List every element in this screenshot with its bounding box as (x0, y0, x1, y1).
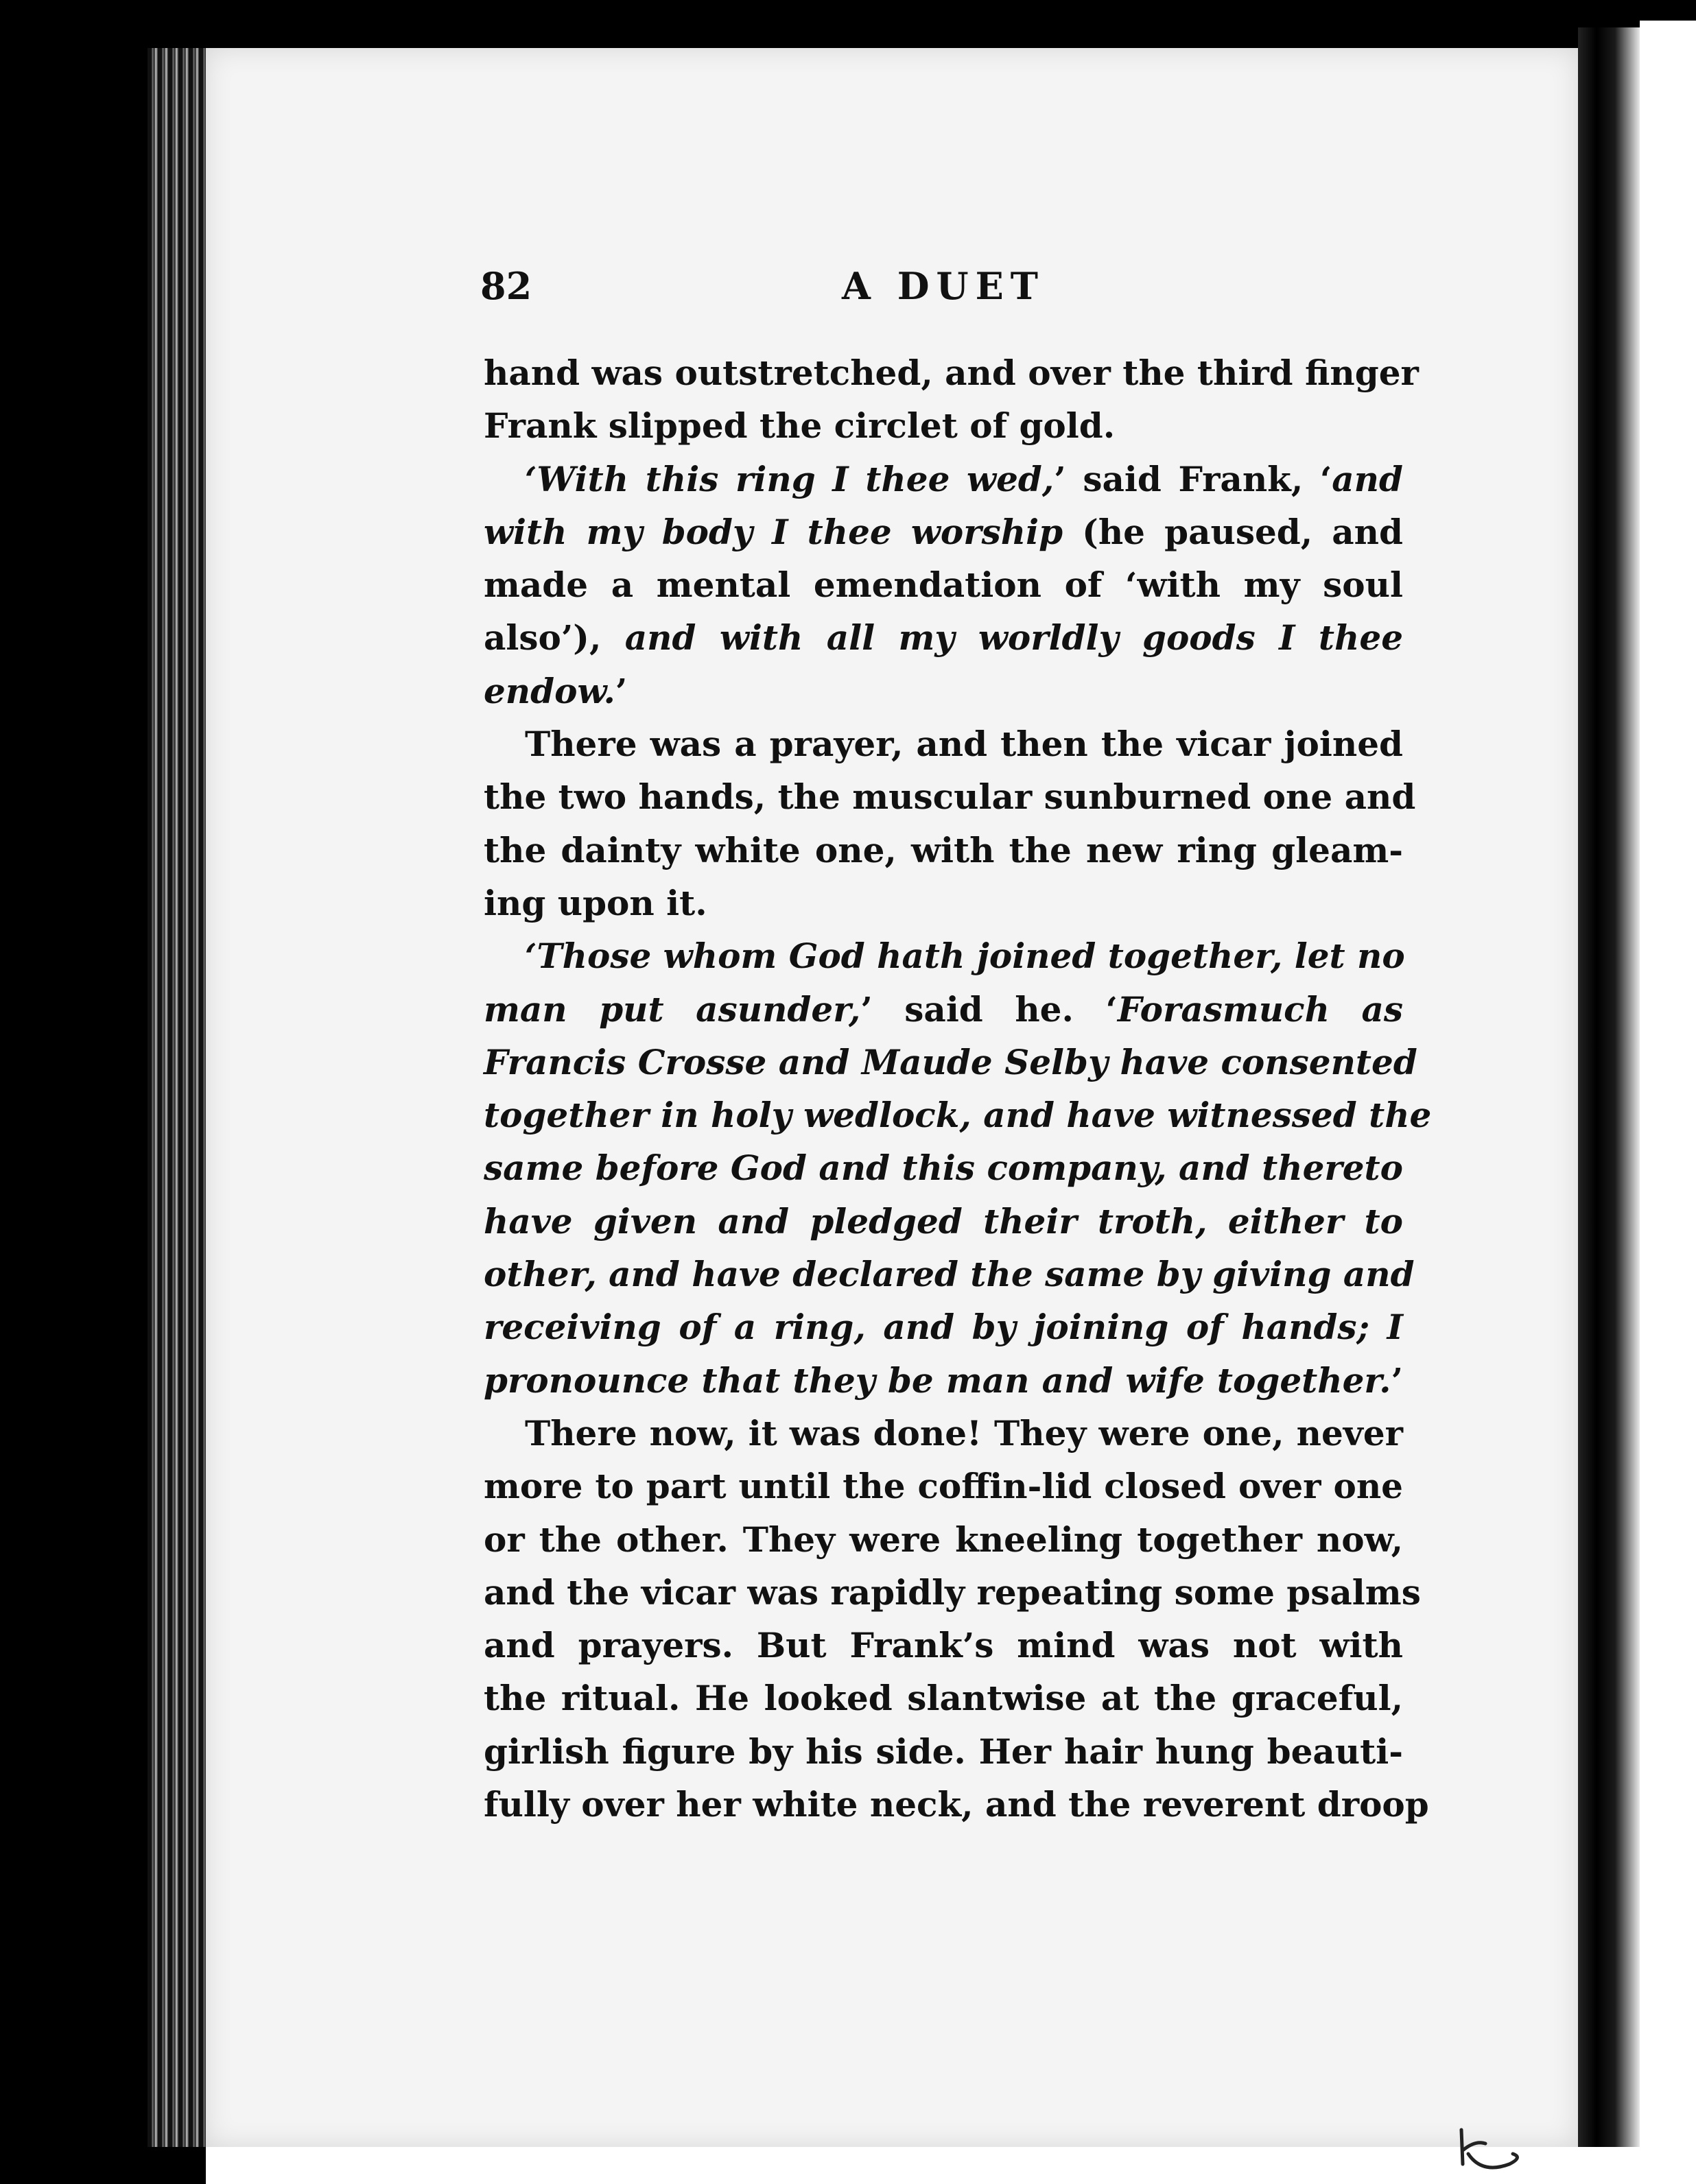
text-line (484, 929, 1403, 982)
text-line (484, 1089, 1432, 1141)
page-header (480, 264, 1406, 312)
text-segment: ’ said Frank, ‘ (1054, 458, 1332, 499)
text-line (484, 399, 1403, 452)
text-segment: ‘Those whom God hath joined together, let no (525, 936, 1405, 977)
text-segment: and the vicar was rapidly repeating some psalms (484, 1571, 1421, 1613)
text-segment: ’ (615, 670, 628, 711)
text-line (484, 877, 1403, 929)
text-segment: There now, it was done! They were one, never (525, 1412, 1403, 1453)
body-text (484, 346, 1432, 1831)
text-segment: and with all my worldly goods I thee (624, 617, 1403, 658)
text-segment: (he paused, and (1063, 511, 1403, 552)
page-edges (148, 48, 209, 2147)
text-segment: Forasmuch as (1117, 988, 1404, 1030)
text-line (484, 1619, 1403, 1672)
text-segment: There was a prayer, and then the vicar joined (525, 724, 1403, 765)
text-segment: made a mental emendation of ‘with my soul (484, 565, 1403, 606)
text-line (484, 983, 1403, 1036)
text-segment: pronounce that they be man and wife together. (484, 1360, 1391, 1401)
text-line (484, 770, 1416, 823)
text-segment: same before God and this company, and thereto (484, 1148, 1403, 1189)
text-segment: man put asunder, (484, 988, 861, 1030)
text-line (484, 1248, 1415, 1301)
text-segment: more to part until the coffin-lid closed over one (484, 1466, 1403, 1507)
text-line (484, 611, 1403, 664)
text-segment: with my body I thee worship (484, 511, 1063, 552)
text-line (484, 717, 1403, 770)
text-segment: endow. (484, 670, 615, 711)
text-line (484, 1354, 1403, 1407)
text-segment: Frank slipped the circlet of gold. (484, 405, 1116, 447)
text-line (484, 1725, 1403, 1778)
running-title: A DUET (842, 264, 1045, 308)
text-line (484, 665, 1403, 717)
text-segment: also’), (484, 617, 625, 658)
text-segment: ‘With this ring I thee wed, (525, 458, 1055, 499)
text-line (484, 558, 1403, 611)
text-segment: the two hands, the muscular sunburned one and (484, 776, 1416, 818)
text-line (484, 1778, 1429, 1831)
text-line (484, 1407, 1403, 1460)
text-segment: and (1332, 458, 1403, 499)
text-segment: other, and have declared the same by giving and (484, 1254, 1415, 1295)
text-segment: and prayers. But Frank’s mind was not with (484, 1625, 1403, 1666)
text-segment: ’ (1391, 1360, 1403, 1401)
text-segment: fully over her white neck, and the reverent droop (484, 1784, 1429, 1825)
text-line (484, 1513, 1403, 1566)
text-line (484, 1141, 1403, 1194)
page-number: 82 (480, 264, 532, 308)
text-segment: girlish figure by his side. Her hair hung beauti- (484, 1731, 1403, 1772)
text-line (484, 1460, 1403, 1512)
text-line (484, 1301, 1403, 1353)
text-line (484, 506, 1403, 558)
text-segment: the dainty white one, with the new ring gleam- (484, 829, 1403, 870)
text-segment: hand was outstretched, and over the third finger (484, 353, 1419, 393)
text-segment: together in holy wedlock, and have witnessed the (484, 1095, 1432, 1136)
book-gutter (1578, 27, 1640, 2154)
text-segment: ing upon it. (484, 882, 707, 923)
text-line (484, 1566, 1421, 1619)
text-segment: the ritual. He looked slantwise at the graceful, (484, 1678, 1403, 1719)
text-segment: ’ said he. ‘ (860, 988, 1118, 1030)
text-segment: or the other. They were kneeling together now, (484, 1519, 1403, 1560)
text-line (484, 1036, 1417, 1089)
text-segment: receiving of a ring, and by joining of hands; I (484, 1307, 1403, 1348)
text-segment: have given and pledged their troth, either to (484, 1200, 1403, 1242)
text-line (484, 346, 1419, 399)
text-line (484, 453, 1403, 506)
handwritten-mark-icon (1448, 2126, 1530, 2174)
text-line (484, 1195, 1403, 1248)
text-segment: Francis Crosse and Maude Selby have consented (484, 1041, 1417, 1082)
text-line (484, 824, 1403, 877)
scan-margin (1640, 21, 1696, 2184)
text-line (484, 1672, 1403, 1724)
